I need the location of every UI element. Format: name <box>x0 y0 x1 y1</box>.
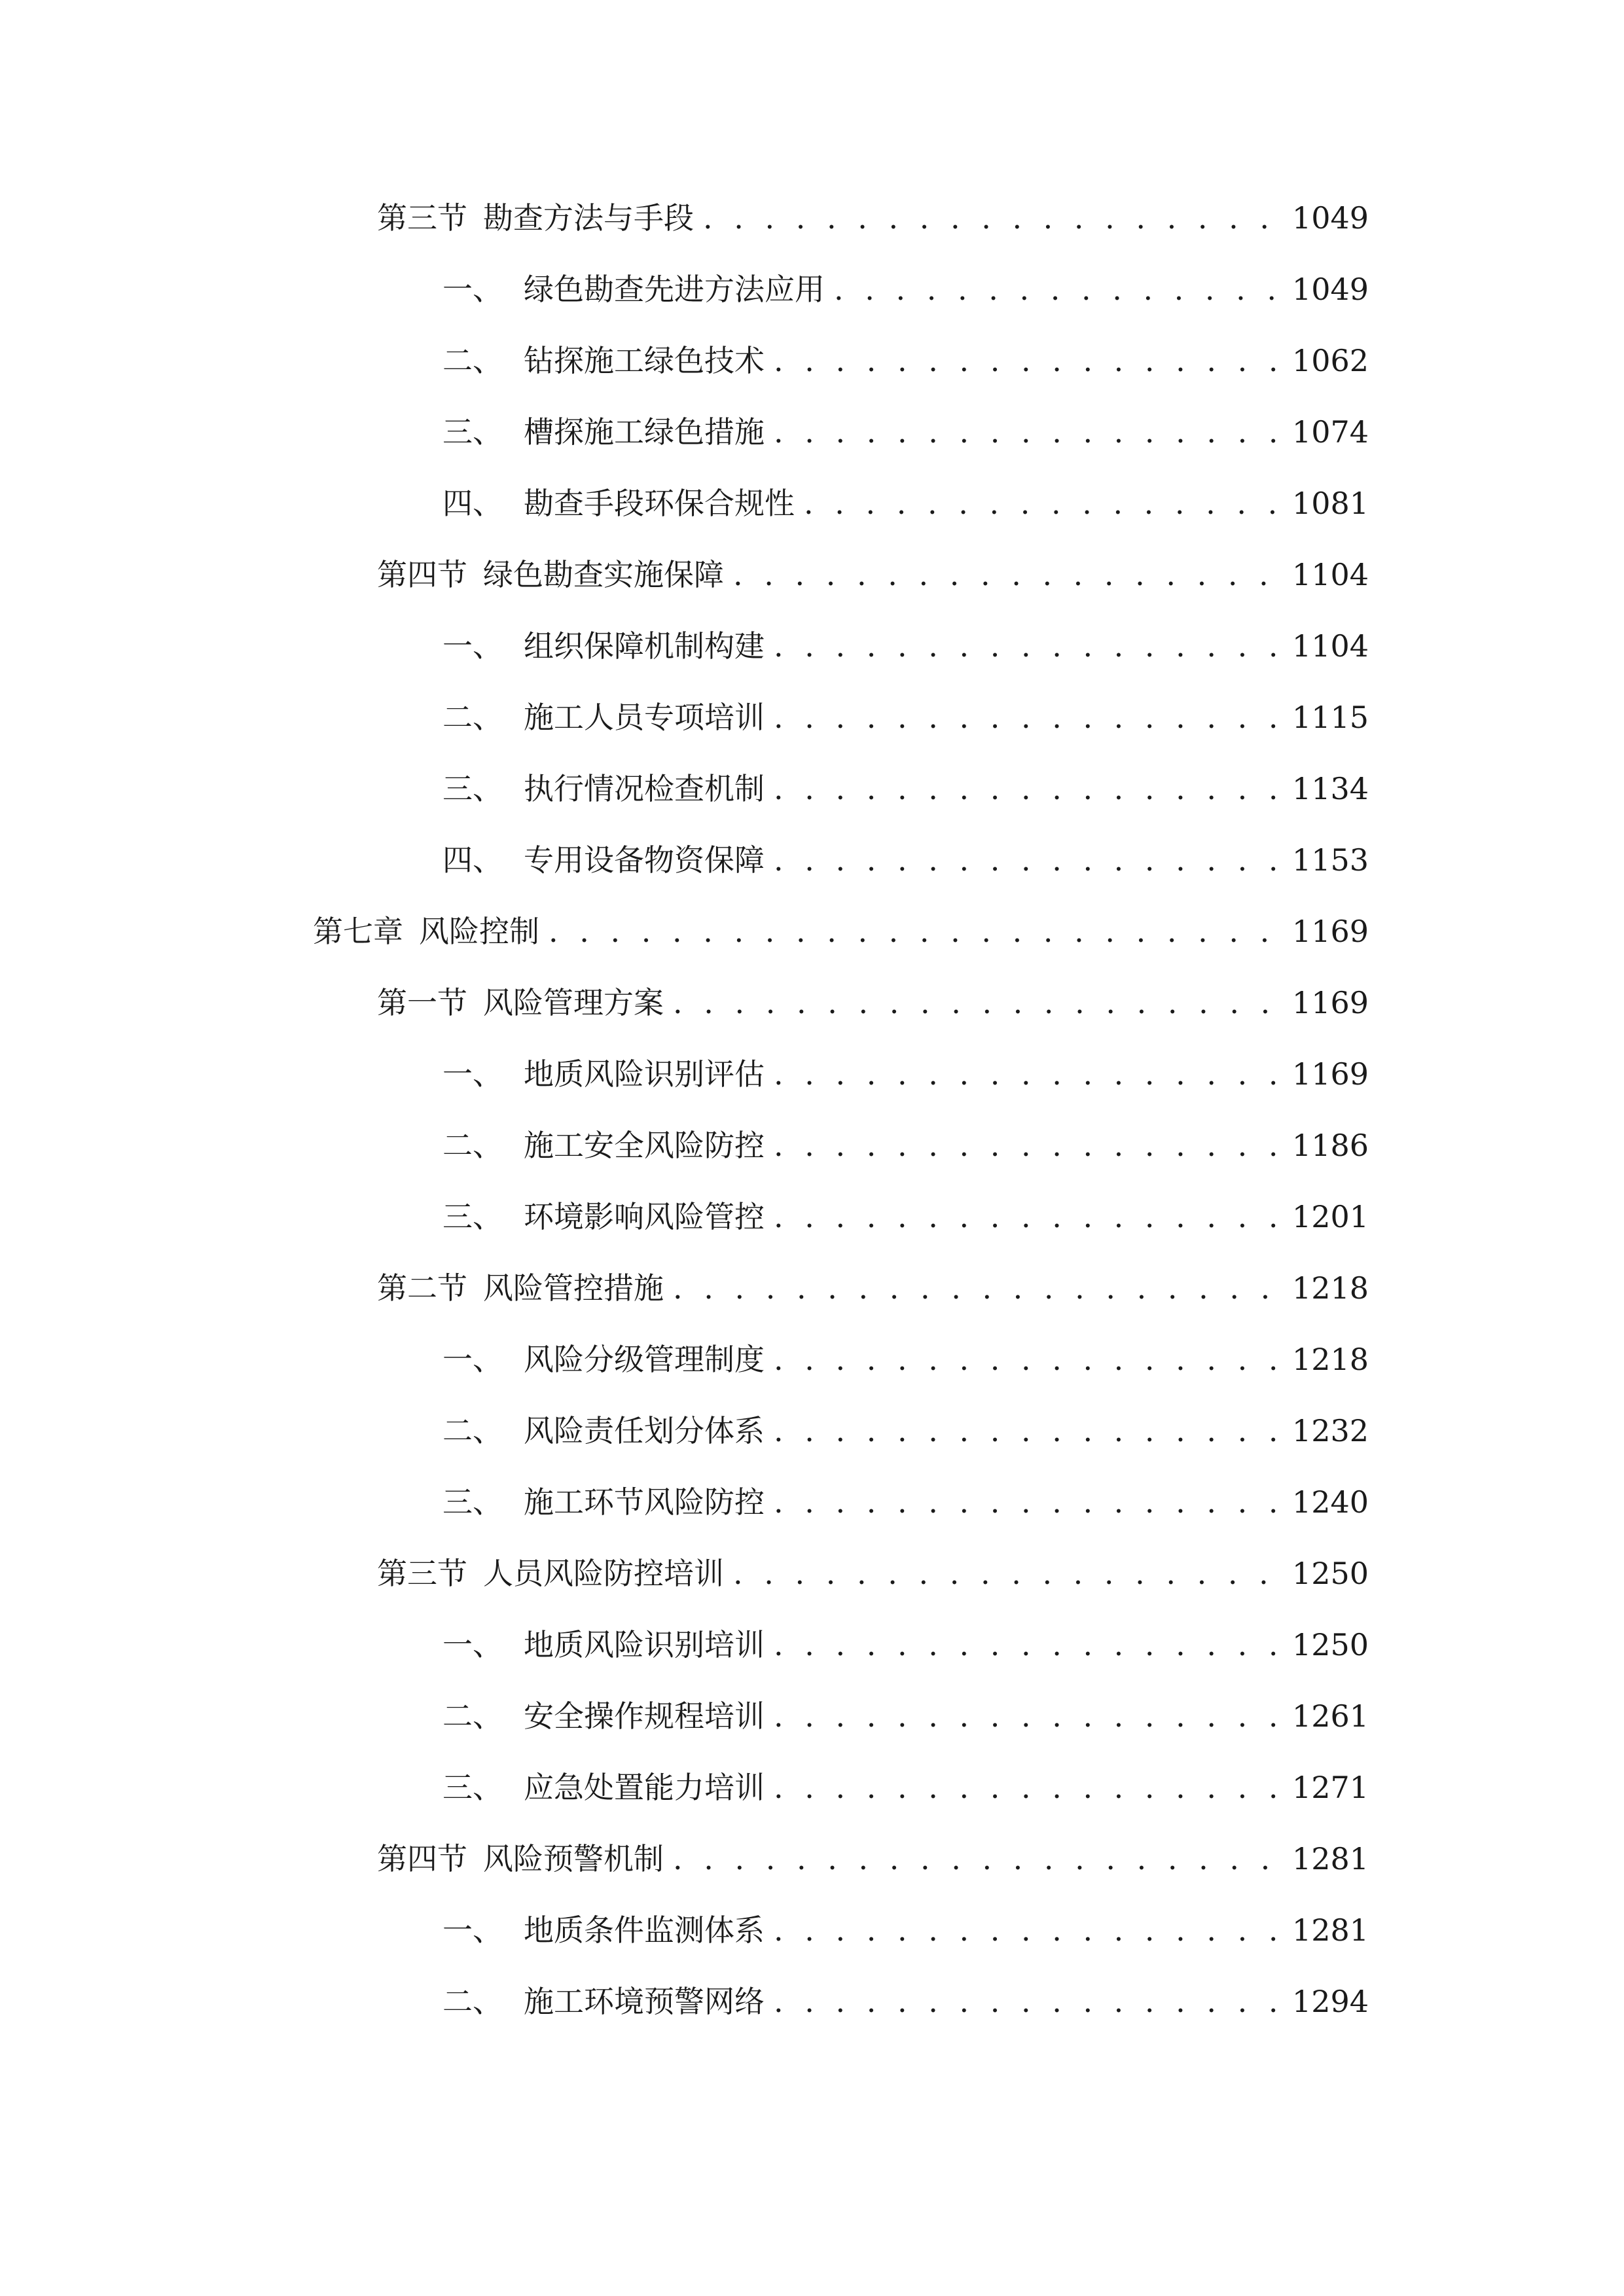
toc-entry[interactable] <box>442 1405 1369 1457</box>
toc-entry-page: 1250 <box>1291 1627 1369 1662</box>
toc-entry-number: 一、 <box>442 272 503 307</box>
toc-entry-title: 施工环节风险防控 <box>524 1484 765 1520</box>
toc-entry[interactable] <box>442 263 1369 315</box>
toc-entry[interactable] <box>313 905 1369 958</box>
toc-entry-title: 施工安全风险防控 <box>524 1128 765 1163</box>
toc-entry-number: 三、 <box>442 1770 503 1805</box>
toc-entry-number: 第四节 <box>377 1841 467 1876</box>
toc-entry[interactable] <box>377 1547 1369 1600</box>
toc-entry[interactable] <box>442 620 1369 672</box>
toc-entry-page: 1201 <box>1291 1199 1369 1234</box>
toc-entry-page: 1134 <box>1291 771 1369 806</box>
dot-leader <box>774 1191 1283 1243</box>
toc-entry-number: 三、 <box>442 414 503 450</box>
toc-entry-title: 执行情况检查机制 <box>524 771 765 806</box>
toc-entry-number: 三、 <box>442 771 503 806</box>
toc-entry-title: 风险分级管理制度 <box>524 1342 765 1377</box>
toc-entry-page: 1049 <box>1291 200 1369 236</box>
toc-entry-title: 人员风险防控培训 <box>483 1556 724 1591</box>
dot-leader <box>673 1833 1283 1885</box>
toc-entry[interactable] <box>442 1048 1369 1100</box>
toc-entry-title: 组织保障机制构建 <box>524 628 765 664</box>
dot-leader <box>774 834 1283 886</box>
toc-entry-title: 地质风险识别评估 <box>524 1056 765 1092</box>
toc-entry-page: 1218 <box>1291 1270 1369 1306</box>
dot-leader <box>774 1476 1283 1528</box>
toc-entry[interactable] <box>442 477 1369 529</box>
toc-entry[interactable] <box>442 406 1369 458</box>
toc-entry-title: 勘查方法与手段 <box>483 200 694 236</box>
toc-entry-page: 1169 <box>1291 985 1369 1020</box>
toc-entry[interactable] <box>442 1904 1369 1956</box>
dot-leader <box>774 1119 1283 1172</box>
dot-leader <box>733 548 1283 601</box>
toc-entry-page: 1281 <box>1291 1912 1369 1948</box>
toc-entry[interactable] <box>442 334 1369 387</box>
dot-leader <box>703 192 1283 244</box>
toc-entry-title: 地质风险识别培训 <box>524 1627 765 1662</box>
toc-entry-page: 1186 <box>1291 1128 1369 1163</box>
dot-leader <box>774 1333 1283 1386</box>
dot-leader <box>774 1975 1283 2028</box>
toc-entry-number: 三、 <box>442 1199 503 1234</box>
toc-entry-title: 风险控制 <box>419 914 539 949</box>
toc-entry[interactable] <box>442 1690 1369 1742</box>
toc-entry-number: 四、 <box>442 486 503 521</box>
toc-entry-title: 地质条件监测体系 <box>524 1912 765 1948</box>
dot-leader <box>774 1761 1283 1814</box>
toc-entry-title: 环境影响风险管控 <box>524 1199 765 1234</box>
toc-entry-title: 槽探施工绿色措施 <box>524 414 765 450</box>
toc-entry[interactable] <box>442 1761 1369 1814</box>
toc-entry-page: 1169 <box>1291 1056 1369 1092</box>
dot-leader <box>774 1619 1283 1671</box>
toc-entry-title: 施工人员专项培训 <box>524 700 765 735</box>
toc-entry-title: 风险管理方案 <box>483 985 664 1020</box>
dot-leader <box>804 477 1283 529</box>
toc-entry-number: 第三节 <box>377 200 467 236</box>
toc-entry[interactable] <box>377 1833 1369 1885</box>
toc-entry-page: 1218 <box>1291 1342 1369 1377</box>
toc-entry-page: 1261 <box>1291 1698 1369 1734</box>
toc-entry-number: 二、 <box>442 1698 503 1734</box>
toc-entry-number: 第二节 <box>377 1270 467 1306</box>
toc-entry[interactable] <box>442 762 1369 815</box>
toc-entry-number: 四、 <box>442 842 503 878</box>
toc-entry-page: 1104 <box>1291 628 1369 664</box>
toc-entry-page: 1250 <box>1291 1556 1369 1591</box>
toc-entry-number: 第七章 <box>313 914 403 949</box>
toc-entry-number: 二、 <box>442 343 503 378</box>
toc-entry[interactable] <box>377 1262 1369 1314</box>
toc-entry-number: 二、 <box>442 1128 503 1163</box>
dot-leader <box>774 1405 1283 1457</box>
toc-entry[interactable] <box>377 548 1369 601</box>
toc-entry-number: 二、 <box>442 1413 503 1448</box>
toc-entry-page: 1062 <box>1291 343 1369 378</box>
dot-leader <box>673 1262 1283 1314</box>
toc-entry-number: 一、 <box>442 1627 503 1662</box>
toc-entry-page: 1169 <box>1291 914 1369 949</box>
toc-entry-page: 1153 <box>1291 842 1369 878</box>
toc-entry-number: 一、 <box>442 1342 503 1377</box>
toc-entry[interactable] <box>442 834 1369 886</box>
toc-entry[interactable] <box>442 691 1369 744</box>
toc-entry-page: 1281 <box>1291 1841 1369 1876</box>
dot-leader <box>774 762 1283 815</box>
toc-entry-page: 1081 <box>1291 486 1369 521</box>
toc-entry-page: 1074 <box>1291 414 1369 450</box>
toc-entry-number: 第一节 <box>377 985 467 1020</box>
dot-leader <box>774 334 1283 387</box>
toc-entry-title: 勘查手段环保合规性 <box>524 486 795 521</box>
dot-leader <box>774 620 1283 672</box>
toc-entry-page: 1049 <box>1291 272 1369 307</box>
toc-entry-number: 一、 <box>442 628 503 664</box>
toc-entry-page: 1294 <box>1291 1984 1369 2019</box>
dot-leader <box>774 1690 1283 1742</box>
toc-entry[interactable] <box>377 977 1369 1029</box>
toc-entry[interactable] <box>377 192 1369 244</box>
dot-leader <box>774 406 1283 458</box>
dot-leader <box>834 263 1283 315</box>
toc-entry-title: 专用设备物资保障 <box>524 842 765 878</box>
toc-entry-number: 第四节 <box>377 557 467 592</box>
toc-entry-page: 1271 <box>1291 1770 1369 1805</box>
toc-entry-title: 施工环境预警网络 <box>524 1984 765 2019</box>
toc-entry-title: 应急处置能力培训 <box>524 1770 765 1805</box>
dot-leader <box>774 691 1283 744</box>
toc-entry-title: 绿色勘查先进方法应用 <box>524 272 825 307</box>
toc-entry-page: 1232 <box>1291 1413 1369 1448</box>
toc-entry-number: 第三节 <box>377 1556 467 1591</box>
dot-leader <box>549 905 1283 958</box>
toc-entry-number: 二、 <box>442 700 503 735</box>
toc-entry[interactable] <box>442 1476 1369 1528</box>
dot-leader <box>673 977 1283 1029</box>
toc-entry[interactable] <box>442 1619 1369 1671</box>
toc-entry-number: 三、 <box>442 1484 503 1520</box>
toc-entry-page: 1240 <box>1291 1484 1369 1520</box>
toc-entry[interactable] <box>442 1191 1369 1243</box>
toc-entry-number: 二、 <box>442 1984 503 2019</box>
dot-leader <box>774 1048 1283 1100</box>
toc-entry-title: 绿色勘查实施保障 <box>483 557 724 592</box>
toc-entry-number: 一、 <box>442 1056 503 1092</box>
toc-entry-title: 安全操作规程培训 <box>524 1698 765 1734</box>
toc-entry-number: 一、 <box>442 1912 503 1948</box>
dot-leader <box>733 1547 1283 1600</box>
toc-entry[interactable] <box>442 1975 1369 2028</box>
dot-leader <box>774 1904 1283 1956</box>
toc-entry-title: 风险管控措施 <box>483 1270 664 1306</box>
toc-entry-title: 钻探施工绿色技术 <box>524 343 765 378</box>
toc-entry[interactable] <box>442 1119 1369 1172</box>
toc-entry-title: 风险预警机制 <box>483 1841 664 1876</box>
toc-entry-page: 1115 <box>1291 700 1369 735</box>
toc-entry-page: 1104 <box>1291 557 1369 592</box>
toc-entry-title: 风险责任划分体系 <box>524 1413 765 1448</box>
toc-entry[interactable] <box>442 1333 1369 1386</box>
